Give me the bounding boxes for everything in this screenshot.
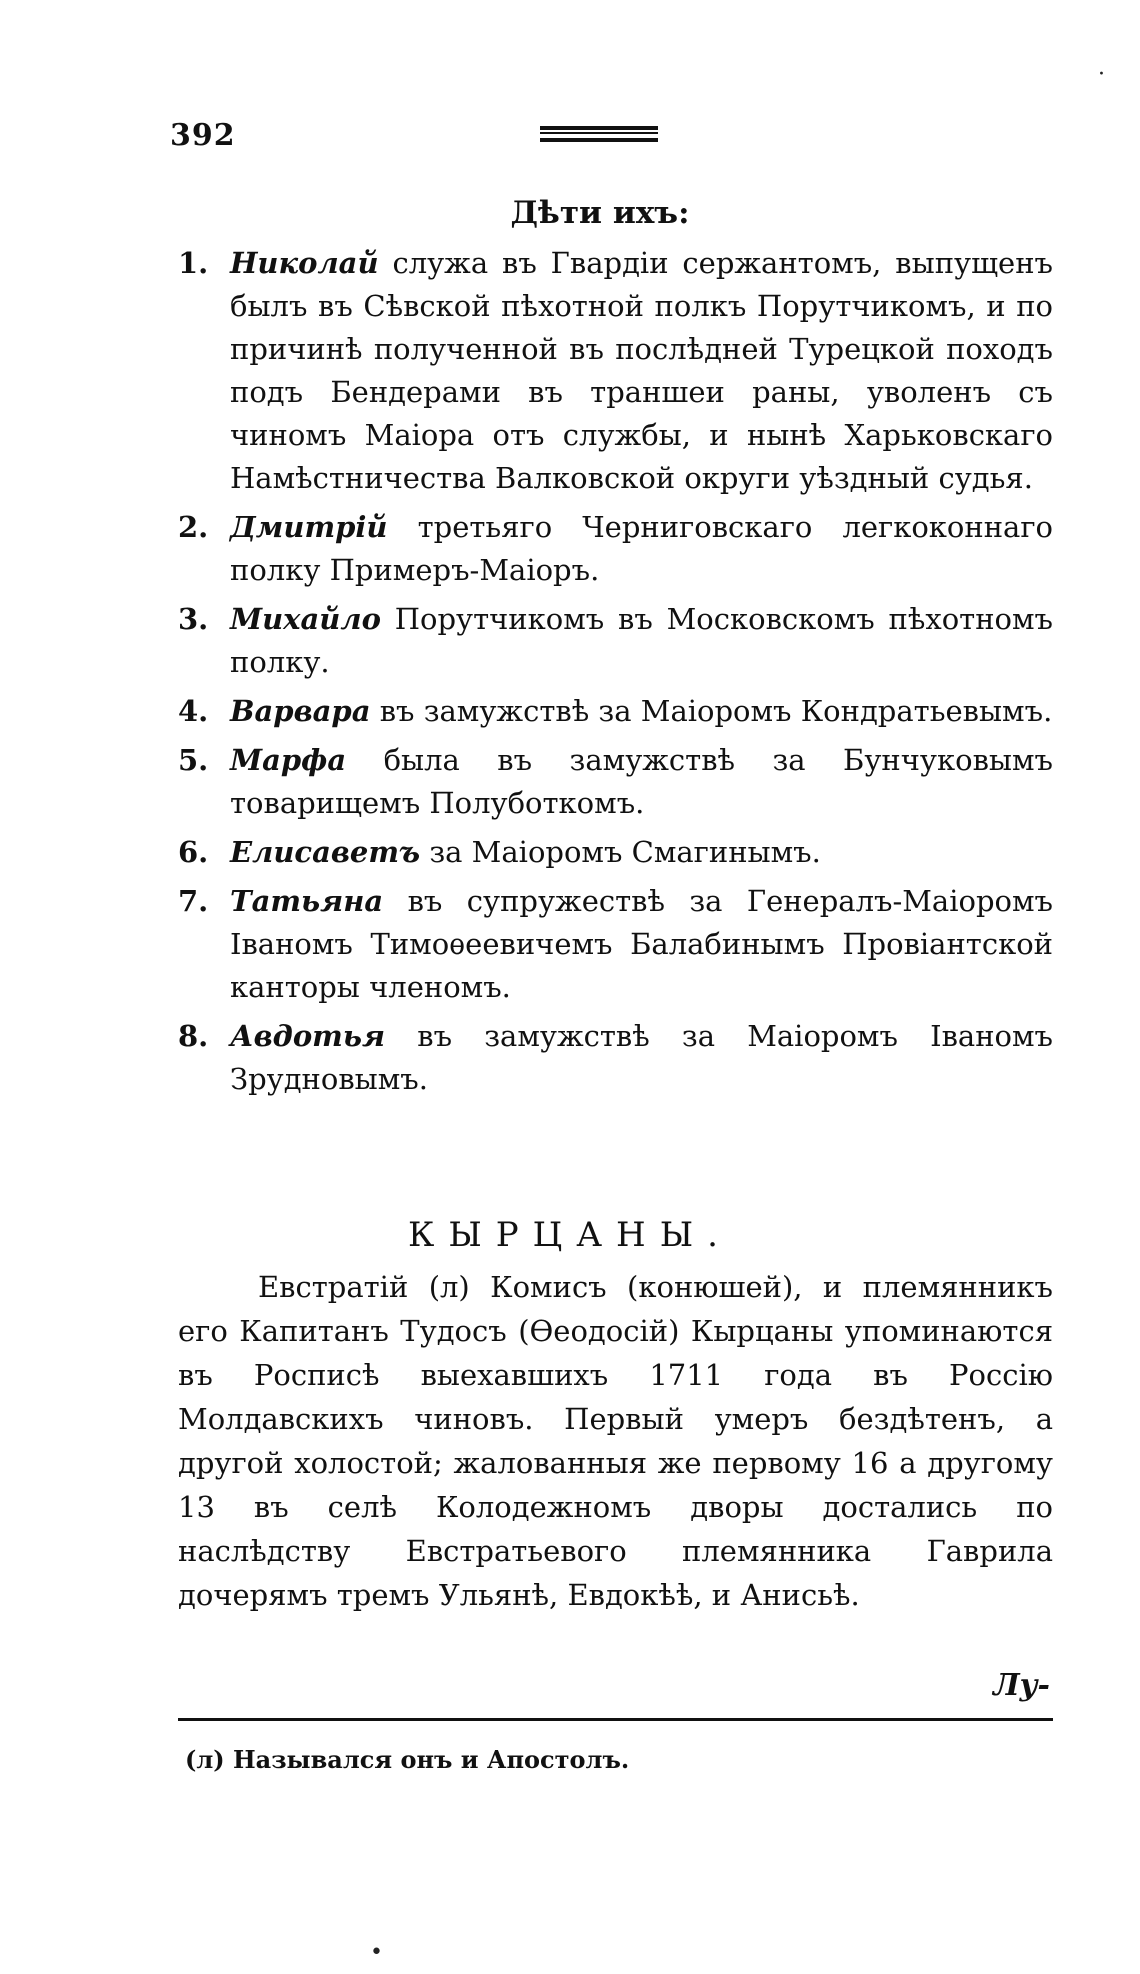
children-list: [178, 242, 1053, 1107]
item-text: служа въ Гвардіи сержантомъ, выпущенъ былъ въ Сѣвской пѣхотной полкъ Порутчикомъ, и по причинѣ полученной въ послѣдней Турецкой походъ подъ Бендерами въ траншеи раны, уволенъ съ чиномъ Маіора отъ службы, и нынѣ Харьковскаго Намѣстничества Валковской округи уѣздный судья.: [230, 246, 1053, 495]
item-text: въ супружествѣ за Генералъ-Маіоромъ Іваномъ Тимоѳеевичемъ Балабинымъ Провіантской канторы членомъ.: [230, 884, 1053, 1004]
list-item: [178, 242, 1053, 500]
catchword: Лу-: [993, 1668, 1050, 1703]
list-item: [178, 739, 1053, 825]
scan-speck-mark: ·: [1098, 62, 1105, 87]
child-name: Варвара: [230, 694, 371, 728]
item-text: въ замужствѣ за Маіоромъ Кондратьевымъ.: [370, 694, 1053, 728]
child-name: Николай: [230, 246, 379, 280]
item-number: 4.: [178, 694, 209, 728]
children-heading: Дѣти ихъ:: [510, 195, 690, 231]
list-item: [178, 506, 1053, 592]
scan-speck-mark: •: [370, 1940, 383, 1965]
footnote-divider: [178, 1718, 1053, 1721]
item-number: 3.: [178, 602, 209, 636]
item-number: 6.: [178, 835, 209, 869]
surname-heading: КЫРЦАНЫ.: [408, 1215, 732, 1255]
item-text: за Маіоромъ Смагинымъ.: [420, 835, 821, 869]
item-number: 1.: [178, 246, 209, 280]
item-number: 8.: [178, 1019, 209, 1053]
item-number: 5.: [178, 743, 209, 777]
child-name: Михайло: [230, 602, 381, 636]
child-name: Елисаветъ: [230, 835, 421, 869]
item-text: третьяго Черниговскаго легкоконнаго полку Примеръ-Маіоръ.: [230, 510, 1053, 587]
list-item: [178, 1015, 1053, 1101]
item-text: въ замужствѣ за Маіоромъ Іваномъ Зрудновымъ.: [230, 1019, 1053, 1096]
child-name: Марфа: [230, 743, 347, 777]
page-number: 392: [170, 118, 236, 153]
header-ornament-rule: [540, 126, 658, 142]
list-item: [178, 880, 1053, 1009]
list-item: [178, 690, 1053, 733]
surname-paragraph: Евстратій (л) Комисъ (конюшей), и племянникъ его Капитанъ Тудосъ (Ѳеодосій) Кырцаны упоминаются въ Росписѣ выехавшихъ 1711 года въ Россію Молдавскихъ чиновъ. Первый умеръ бездѣтенъ, а другой холостой; жалованныя же первому 16 а другому 13 въ селѣ Колодежномъ дворы достались по наслѣдству Евстратьевого племянника Гаврила дочерямъ тремъ Ульянѣ, Евдокѣѣ, и Анисьѣ.: [178, 1270, 1053, 1612]
child-name: Дмитрій: [230, 510, 388, 544]
item-text: была въ замужствѣ за Бунчуковымъ товарищемъ Полуботкомъ.: [230, 743, 1053, 820]
item-number: 2.: [178, 510, 209, 544]
list-item: [178, 831, 1053, 874]
item-text: Порутчикомъ въ Московскомъ пѣхотномъ полку.: [230, 602, 1053, 679]
footnote: (л) Назывался онъ и Апостолъ.: [185, 1745, 630, 1774]
item-number: 7.: [178, 884, 209, 918]
list-item: [178, 598, 1053, 684]
child-name: Авдотья: [230, 1019, 386, 1053]
child-name: Татьяна: [230, 884, 384, 918]
